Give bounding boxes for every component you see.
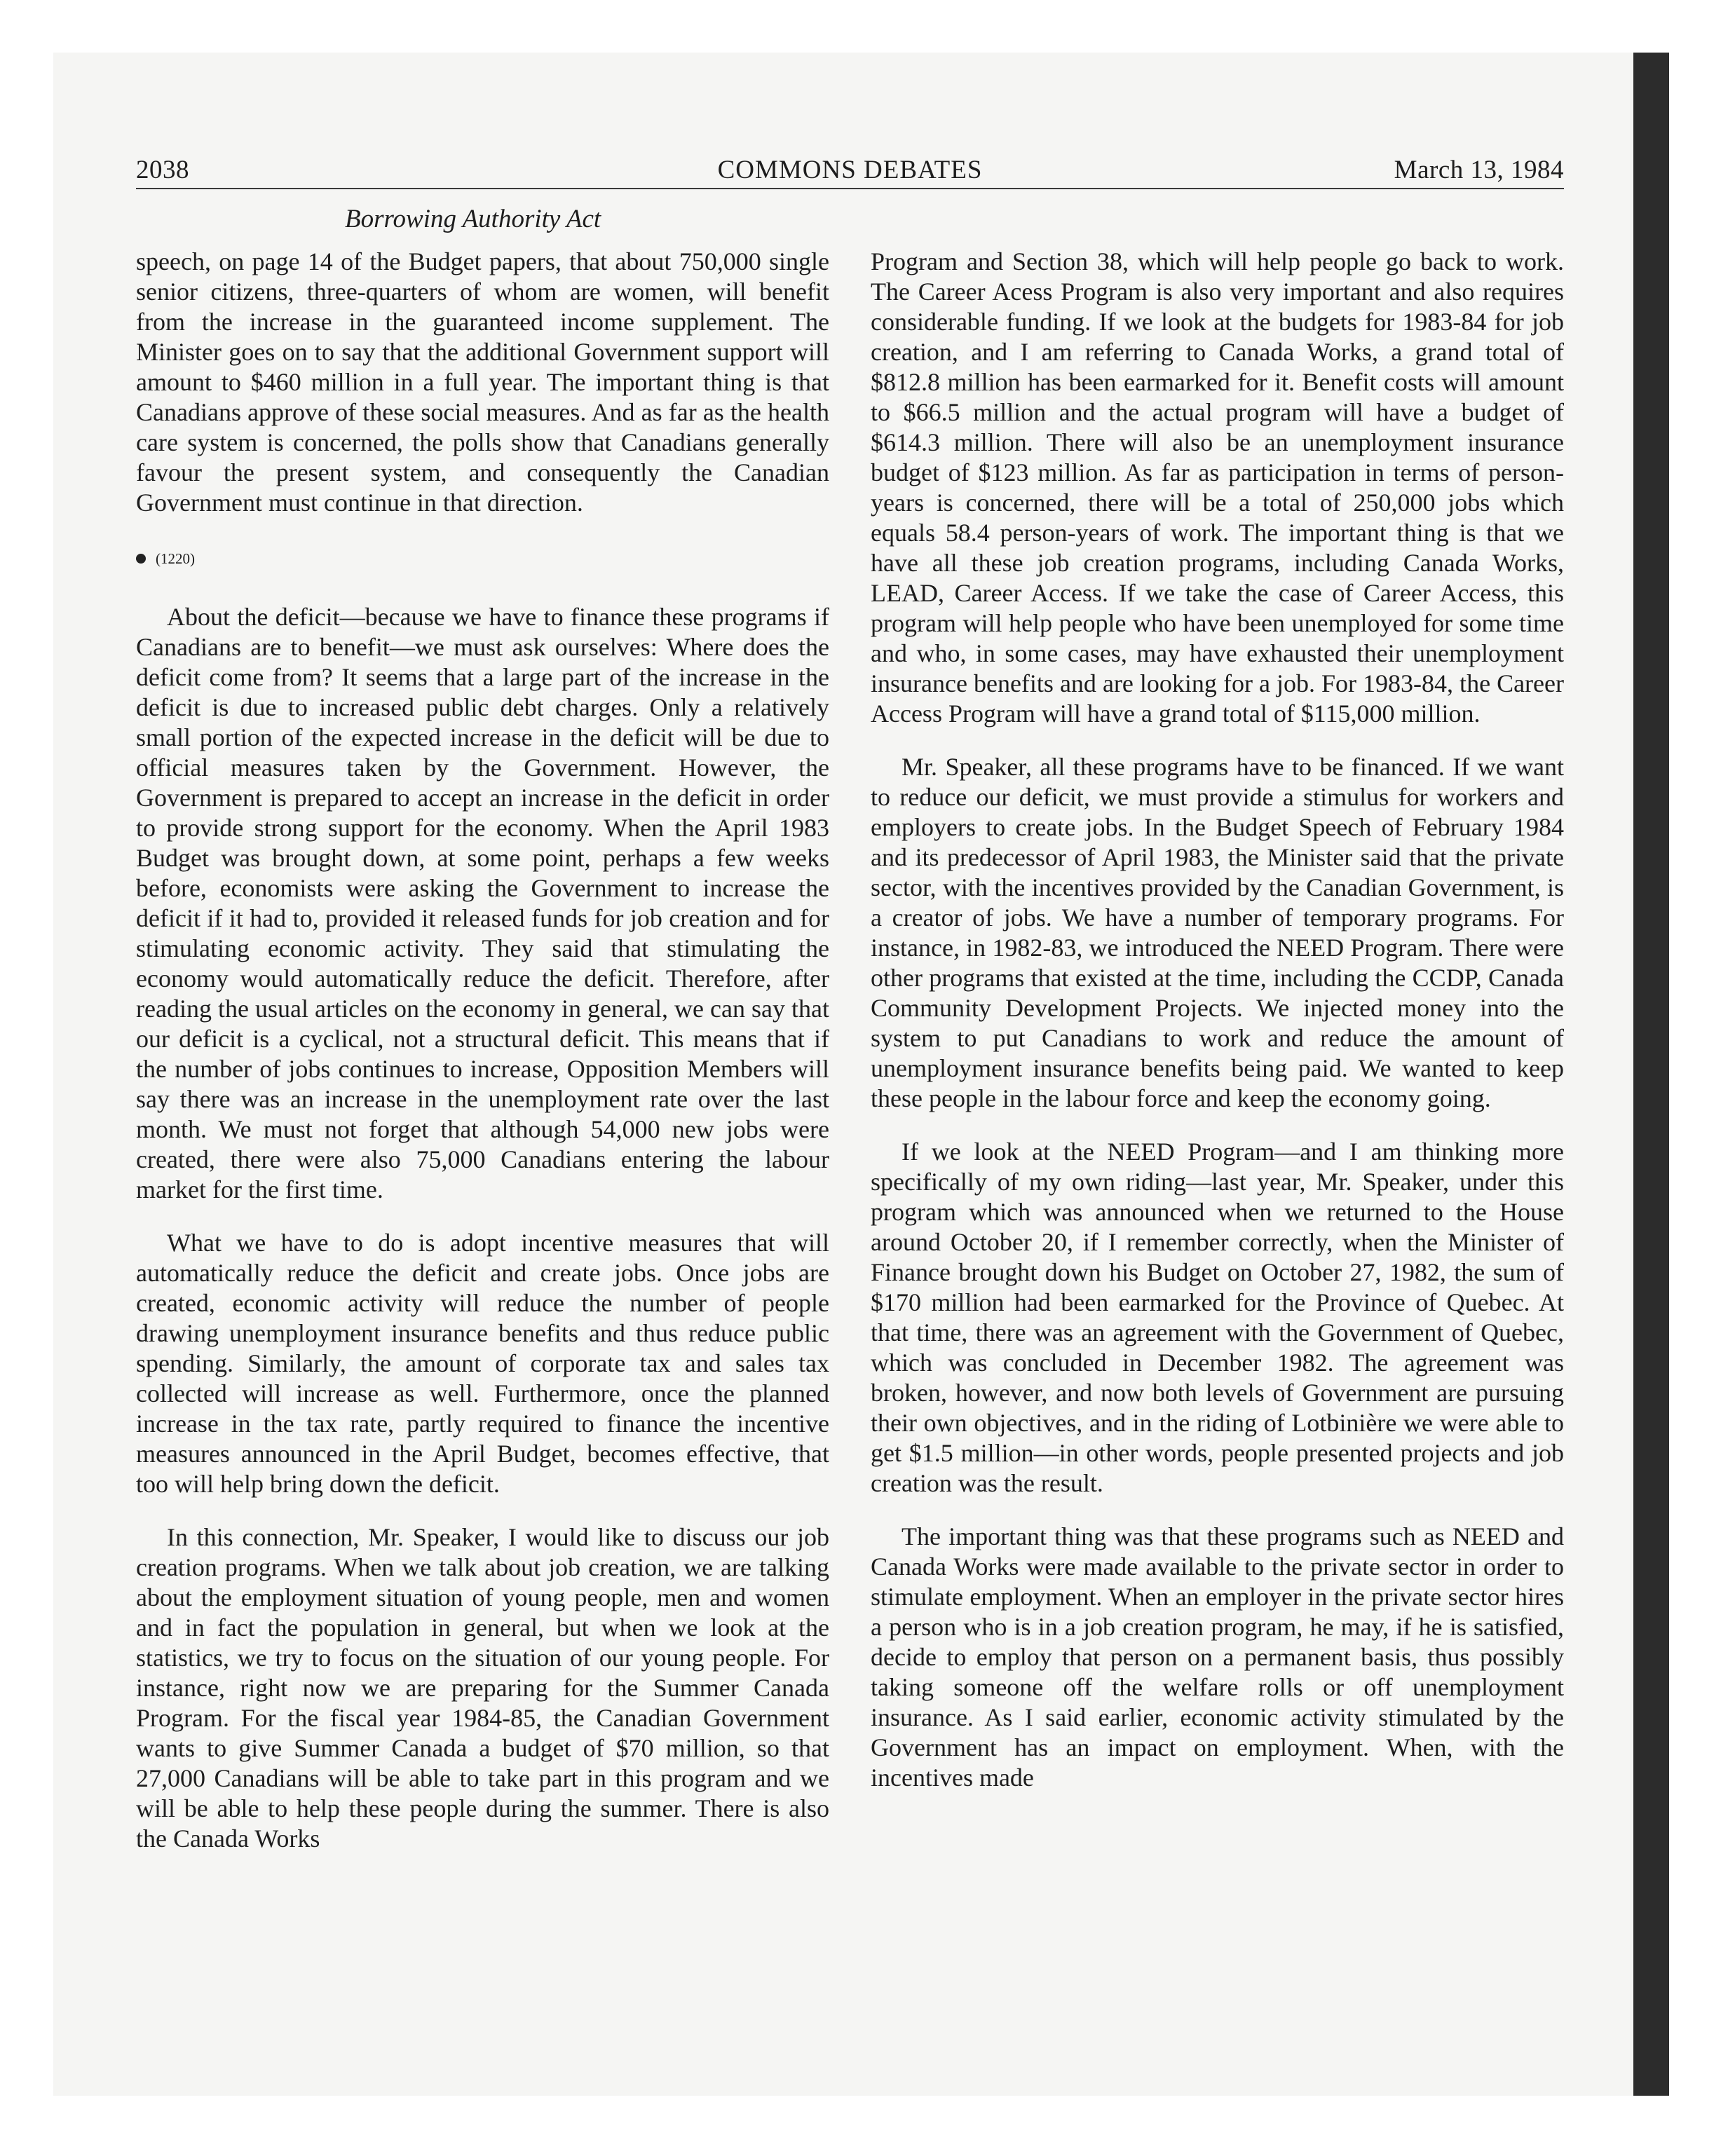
paragraph: What we have to do is adopt incentive measures that will automatically reduce the deficit and create jobs. Once jobs are created, economic activity will reduce the number of people drawing unemployment insurance benefits and thus reduce public spending. Similarly, the amount of corporate tax and sales tax collected will increase as well. Furthermore, once the planned increase in the tax rate, partly required to finance the incentive measures announced in the April Budget, becomes effective, that too will help bring down the deficit. [136,1229,829,1498]
right-column [871,247,1564,1793]
paragraph: speech, on page 14 of the Budget papers, that about 750,000 single senior citizens, three-quarters of whom are women, will benefit from the increase in the guaranteed income supplement. The Minister goes on to say that the additional Government support will amount to $460 million in a full year. The important thing is that Canadians approve of these social measures. And as far as the health care system is concerned, the polls show that Canadians generally favour the present system, and consequently the Canadian Government must continue in that direction. [136,247,829,517]
page-date: March 13, 1984 [1394,156,1564,184]
paragraph: If we look at the NEED Program—and I am thinking more specifically of my own riding—last year, Mr. Speaker, under this program which was announced when we returned to the House around October 20, if I remember correctly, when the Minister of Finance brought down his Budget on October 27, 1982, the sum of $170 million had been earmarked for the Province of Quebec. At that time, there was an agreement with the Government of Quebec, which was concluded in December 1982. The agreement was broken, however, and now both levels of Government are pursuing their own objectives, and in the riding of Lotbinière we were able to get $1.5 million—in other words, people presented projects and job creation was the result. [871,1138,1564,1497]
time-marker [136,545,829,573]
paragraph: Mr. Speaker, all these programs have to be financed. If we want to reduce our deficit, we must provide a stimulus for workers and employers to create jobs. In the Budget Speech of February 1984 and its predecessor of April 1983, the Minister said that the private sector, with the incentives provided by the Canadian Government, is a creator of jobs. We have a number of temporary programs. For instance, in 1982-83, we introduced the NEED Program. There were other programs that existed at the time, including the CCDP, Canada Community Development Projects. We injected money into the system to put Canadians to work and reduce the amount of unemployment insurance benefits being paid. We wanted to keep these people in the labour force and keep the economy going. [871,753,1564,1112]
page-number: 2038 [136,156,189,184]
paragraph: The important thing was that these programs such as NEED and Canada Works were made available to the private sector in order to stimulate employment. When an employer in the private sector hires a person who is in a job creation program, he may, if he is satisfied, decide to employ that person on a permanent basis, thus possibly taking someone off the welfare rolls or off unemployment insurance. As I said earlier, economic activity stimulated by the Government has an impact on employment. When, with the incentives made [871,1522,1564,1792]
paragraph: About the deficit—because we have to finance these programs if Canadians are to benefit—we must ask ourselves: Where does the deficit come from? It seems that a large part of the increase in the deficit is due to increased public debt charges. Only a relatively small portion of the expected increase in the deficit will be due to official measures taken by the Government. However, the Government is prepared to accept an increase in the deficit in order to provide strong support for the economy. When the April 1983 Budget was brought down, at some point, perhaps a few weeks before, economists were asking the Government to increase the deficit if it had to, provided it released funds for job creation and for stimulating economic activity. They said that stimulating the economy would automatically reduce the deficit. Therefore, after reading the usual articles on the economy in general, we can say that our deficit is a cyclical, not a structural deficit. This means that if the number of jobs continues to increase, Opposition Members will say there was an increase in the unemployment rate over the last month. We must not forget that although 54,000 new jobs were created, there were also 75,000 Canadians entering the labour market for the first time. [136,603,829,1203]
running-head: Borrowing Authority Act [345,205,601,233]
binding-edge [1633,53,1669,2096]
left-column [136,247,829,1854]
paragraph: In this connection, Mr. Speaker, I would like to discuss our job creation programs. When we talk about job creation, we are talking about the employment situation of young people, men and women and in fact the population in general, but when we look at the statistics, we try to focus on the situation of our young people. For instance, right now we are preparing for the Summer Canada Program. For the fiscal year 1984-85, the Canadian Government wants to give Summer Canada a budget of $70 million, so that 27,000 Canadians will be able to take part in this program and we will be able to help these people during the summer. There is also the Canada Works [136,1523,829,1853]
time-marker-label: (1220) [156,550,195,567]
page-header [136,154,1564,186]
paragraph: Program and Section 38, which will help people go back to work. The Career Acess Program is also very important and also requires considerable funding. If we look at the budgets for 1983-84 for job creation, and I am referring to Canada Works, a grand total of $812.8 million has been earmarked for it. Benefit costs will amount to $66.5 million and the actual program will have a budget of $614.3 million. There will also be an unemployment insurance budget of $123 million. As far as participation in terms of person-years is concerned, there will be a total of 250,000 jobs which equals 58.4 person-years of work. The important thing is that we have all these job creation programs, including Canada Works, LEAD, Career Access. If we take the case of Career Access, this program will help people who have been unemployed for some time and who, in some cases, may have exhausted their unemployment insurance benefits and are looking for a job. For 1983-84, the Career Access Program will have a grand total of $115,000 million. [871,247,1564,728]
bullet-icon [136,554,146,564]
publication-title: COMMONS DEBATES [717,156,983,184]
header-rule [136,188,1564,189]
